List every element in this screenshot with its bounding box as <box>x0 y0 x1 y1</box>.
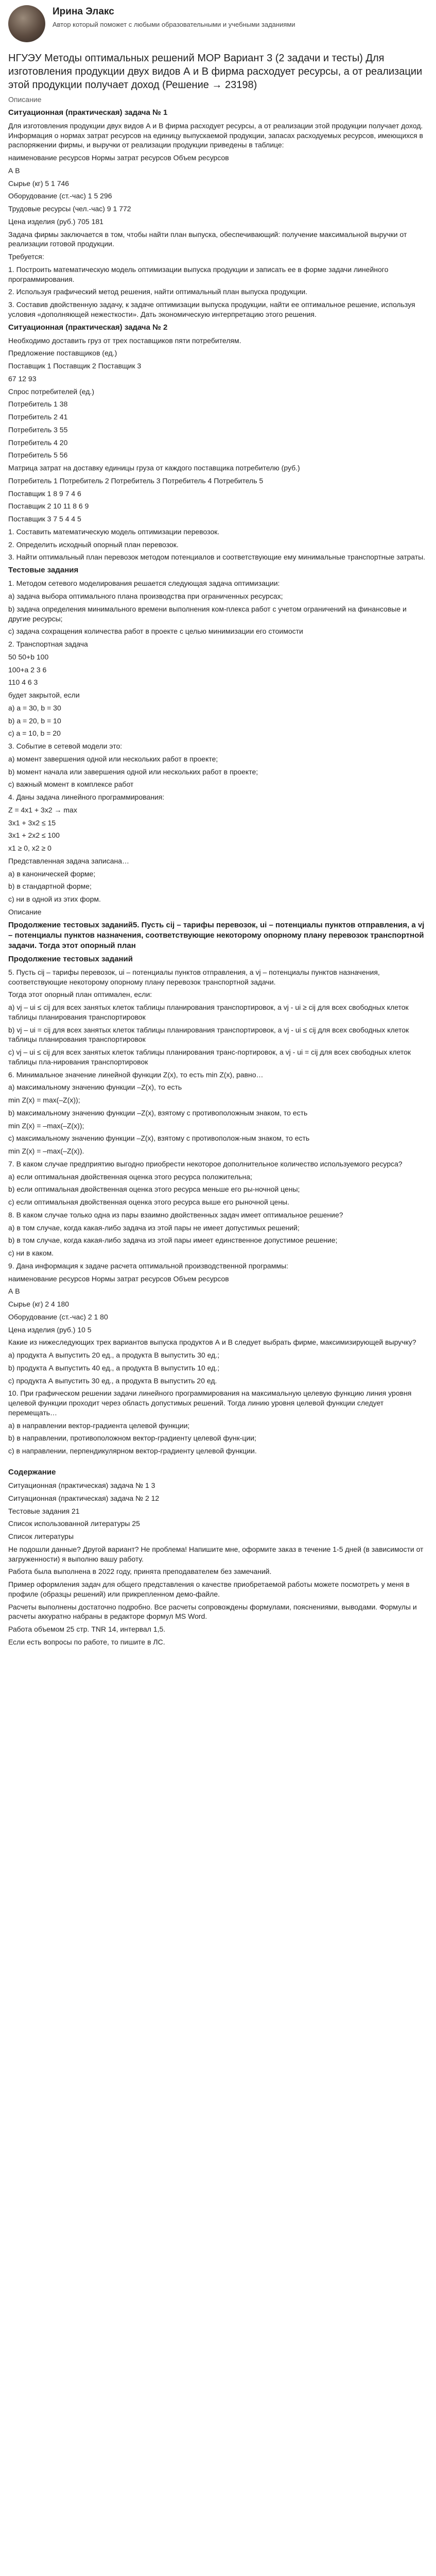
paragraph: 100+a 2 3 6 <box>8 665 47 674</box>
paragraph: 2. Используя графический метод решения, найти оптимальный план выпуска продукции. <box>8 287 308 296</box>
paragraph: Поставщик 2 10 11 8 6 9 <box>8 502 89 511</box>
paragraph: Потребитель 5 56 <box>8 451 68 460</box>
paragraph: Список литературы <box>8 1532 74 1540</box>
paragraph: Требуется: <box>8 252 44 261</box>
paragraph: min Z(x) = –max(–Z(x)); <box>8 1121 84 1130</box>
paragraph: Тестовые задания 21 <box>8 1506 80 1515</box>
paragraph: 5. Пусть cij – тарифы перевозок, ui – потенциалы пунктов отправления, a vj – потенциалы пунктов назначения, соответствующие некоторому опорному плану перевозок транспортной задачи. <box>8 968 380 986</box>
paragraph: Ситуационная (практическая) задача № 2 12 <box>8 1494 160 1502</box>
task1-heading: Ситуационная (практическая) задача № 1 <box>8 108 168 117</box>
paragraph: c) ни в одной из этих форм. <box>8 895 101 904</box>
paragraph: а) если оптимальная двойственная оценка этого ресурса положительна; <box>8 1172 252 1181</box>
tests-heading: Тестовые задания <box>8 566 79 575</box>
author-card[interactable] <box>8 5 428 42</box>
paragraph: c) продукта А выпустить 30 ед., а продукта В выпустить 20 ед. <box>8 1376 217 1385</box>
paragraph: Описание <box>8 907 42 916</box>
paragraph: b) vj – ui = cij для всех занятых клеток таблицы планирования транспортировок, a vj - ui ≤ cij для всех свободных клеток таблицы планирования транспортировок <box>8 1025 409 1044</box>
paragraph: c) ни в каком. <box>8 1249 54 1258</box>
paragraph: 10. При графическом решении задачи линейного программирования на максимальную целевую функцию линия уровня целевой функции проходит через область допустимых решений. Тогда линию уровня целевой функции следует перемещать… <box>8 1389 412 1417</box>
paragraph: наименование ресурсов Нормы затрат ресурсов Объем ресурсов <box>8 154 229 162</box>
author-description: Автор который поможет с любыми образовательными и учебными заданиями <box>53 21 295 29</box>
paragraph: Какие из нижеследующих трех вариантов выпуска продуктов А и В следует выбрать фирме, максимизирующей выручку? <box>8 1338 416 1347</box>
task2-heading: Ситуационная (практическая) задача № 2 <box>8 323 168 332</box>
paragraph: Предложение поставщиков (ед.) <box>8 349 117 358</box>
paragraph: b) продукта А выпустить 40 ед., а продукта В выпустить 10 ед.; <box>8 1363 220 1372</box>
paragraph: c) важный момент в комплексе работ <box>8 780 134 789</box>
paragraph: 3x1 + 3x2 ≤ 15 <box>8 818 56 827</box>
paragraph: 3x1 + 2x2 ≤ 100 <box>8 831 60 840</box>
paragraph: 67 12 93 <box>8 374 37 383</box>
paragraph: а) продукта А выпустить 20 ед., а продукта В выпустить 30 ед.; <box>8 1351 220 1360</box>
contents-section <box>8 1467 428 1647</box>
paragraph: Матрица затрат на доставку единицы груза от каждого поставщика потребителю (руб.) <box>8 464 300 472</box>
paragraph: c) в направлении, перпендикулярном вектор-градиенту целевой функции. <box>8 1447 257 1455</box>
paragraph: b) максимальному значению функции –Z(x), взятому с противоположным знаком, то есть <box>8 1108 308 1117</box>
paragraph: b) в направлении, противоположном вектор-градиенту целевой функ-ции; <box>8 1434 256 1443</box>
avatar[interactable] <box>8 5 45 42</box>
paragraph: c) максимальному значению функции –Z(x), взятому с противополож-ным знаком, то есть <box>8 1134 310 1143</box>
paragraph: Оборудование (ст.-час) 1 5 296 <box>8 192 112 200</box>
paragraph: а) в том случае, когда какая-либо задача из этой пары не имеет допустимых решений; <box>8 1223 300 1232</box>
paragraph: c) a = 10, b = 20 <box>8 729 61 738</box>
paragraph: Ситуационная (практическая) задача № 1 3 <box>8 1481 155 1489</box>
paragraph: Работа объемом 25 стр. TNR 14, интервал 1,5. <box>8 1625 166 1633</box>
paragraph: а) задача выбора оптимального плана производства при ограниченных ресурсах; <box>8 592 283 601</box>
paragraph: Цена изделия (руб.) 10 5 <box>8 1325 92 1334</box>
paragraph: 4. Даны задача линейного программирования: <box>8 793 165 802</box>
paragraph: Не подошли данные? Другой вариант? Не проблема! Напишите мне, оформите заказ в течение 1-5 дней (в зависимости от загруженности) я выполню вашу работу. <box>8 1545 424 1563</box>
paragraph: Оборудование (ст.-час) 2 1 80 <box>8 1312 108 1321</box>
contents-heading: Содержание <box>8 1467 56 1477</box>
paragraph: 6. Минимальное значение линейной функции Z(x), то есть min Z(x), равно… <box>8 1070 264 1079</box>
paragraph: будет закрытой, если <box>8 691 80 700</box>
page-title: НГУЭУ Методы оптимальных решений МОР Вариант 3 (2 задачи и тесты) Для изготовления продукции двух видов А и В фирма расходует ресурсы, а от реализации этой продукции получает доход (Решение → 23198) <box>8 53 423 91</box>
paragraph: Z = 4x1 + 3x2 → max <box>8 805 77 814</box>
paragraph: Поставщик 1 Поставщик 2 Поставщик 3 <box>8 362 142 370</box>
paragraph: 8. В каком случае только одна из пары взаимно двойственных задач имеет оптимальное решение? <box>8 1210 343 1219</box>
paragraph: Тогда этот опорный план оптимален, если: <box>8 990 152 999</box>
paragraph: 3. Событие в сетевой модели это: <box>8 742 123 751</box>
paragraph: c) если оптимальная двойственная оценка этого ресурса выше его рыночной цены. <box>8 1198 290 1207</box>
tests-continuation-title: Продолжение тестовых заданий5. Пусть cij – тарифы перевозок, ui – потенциалы пунктов отправления, a vj – потенциалы пунктов назначения, соответствующие некоторому опорному плану перевозок транспортной задачи. Тогда этот опорный план <box>8 920 425 950</box>
paragraph: Трудовые ресурсы (чел.-час) 9 1 772 <box>8 205 131 213</box>
paragraph: наименование ресурсов Нормы затрат ресурсов Объем ресурсов <box>8 1274 229 1283</box>
paragraph: 1. Построить математическую модель оптимизации выпуска продукции и записать ее в форме задачи линейного программирования. <box>8 265 389 283</box>
paragraph: Потребитель 1 38 <box>8 400 68 409</box>
paragraph: 3. Составив двойственную задачу, к задаче оптимизации выпуска продукции, найти ее оптимальное решение, используя условия «дополняющей нежесткости». Дать экономическую интерпретацию этого решения. <box>8 300 415 318</box>
paragraph: 1. Составить математическую модель оптимизации перевозок. <box>8 527 220 536</box>
paragraph: b) в том случае, когда какая-либо задача из этой пары имеет единственное допустимое решение; <box>8 1236 338 1245</box>
paragraph: b) если оптимальная двойственная оценка этого ресурса меньше его ры-ночной цены; <box>8 1185 300 1194</box>
paragraph: 50 50+b 100 <box>8 652 49 661</box>
author-name[interactable]: Ирина Элакс <box>53 6 114 17</box>
contents-body <box>8 1481 428 1647</box>
paragraph: 9. Дана информация к задаче расчета оптимальной производственной программы: <box>8 1261 288 1270</box>
paragraph: x1 ≥ 0, x2 ≥ 0 <box>8 844 51 853</box>
paragraph: 110 4 6 3 <box>8 678 38 687</box>
author-info <box>53 5 295 29</box>
tests-continued-body <box>8 968 428 1456</box>
paragraph: Задача фирмы заключается в том, чтобы найти план выпуска, обеспечивающий: получение максимальной выручки от реализации готовой продукции. <box>8 230 407 248</box>
paragraph: а) в направлении вектор-градиента целевой функции; <box>8 1421 190 1430</box>
task2-body <box>8 336 428 563</box>
paragraph: Пример оформления задач для общего представления о качестве приобретаемой работы можете посмотреть у меня в профиле (образцы решений) или прикрепленном демо-файле. <box>8 1580 410 1598</box>
paragraph: Цена изделия (руб.) 705 181 <box>8 217 103 226</box>
paragraph: Потребитель 3 55 <box>8 425 68 434</box>
tests-body <box>8 579 428 917</box>
paragraph: c) задача сохращения количества работ в проекте с целью минимизации его стоимости <box>8 627 303 636</box>
paragraph: А В <box>8 1287 20 1296</box>
description-label: Описание <box>8 95 42 104</box>
tests-continued-section <box>8 954 428 1456</box>
paragraph: Для изготовления продукции двух видов А и В фирма расходует ресурсы, а от реализации этой продукции получает доход. Информация о нормах затрат ресурсов на единицу выпускаемой продукции, запасах расходуемых ресурсов, имеющихся в распоряжении фирмы, и выручки от реализации продукции приведены в таблице: <box>8 121 423 149</box>
paragraph: Представленная задача записана… <box>8 856 130 865</box>
paragraph: 3. Найти оптимальный план перевозок методом потенциалов и соответствующие ему минимальные транспортные затраты. <box>8 553 426 562</box>
paragraph: Необходимо доставить груз от трех поставщиков пяти потребителям. <box>8 336 241 345</box>
paragraph: b) a = 20, b = 10 <box>8 716 61 725</box>
paragraph: Поставщик 1 8 9 7 4 6 <box>8 489 81 498</box>
task1-section <box>8 108 428 319</box>
paragraph: Расчеты выполнены достаточно подробно. Все расчеты сопровождены формулами, пояснениями, выводами. Формулы и расчеты аккуратно набраны в редакторе формул MS Word. <box>8 1602 417 1621</box>
paragraph: min Z(x) = max(–Z(x)); <box>8 1096 80 1105</box>
paragraph: а) a = 30, b = 30 <box>8 703 61 712</box>
paragraph: Сырье (кг) 5 1 746 <box>8 179 69 188</box>
tests-section <box>8 565 428 917</box>
paragraph: 1. Методом сетевого моделирования решается следующая задача оптимизации: <box>8 579 280 588</box>
task2-section <box>8 323 428 563</box>
paragraph: min Z(x) = –max(–Z(x)). <box>8 1147 84 1156</box>
tests-continued-heading: Продолжение тестовых заданий <box>8 954 133 963</box>
paragraph: Спрос потребителей (ед.) <box>8 387 94 396</box>
paragraph: а) максимальному значению функции –Z(x), то есть <box>8 1083 182 1092</box>
paragraph: b) задача определения минимального времени выполнения ком-плекса работ с учетом ограничений на финансовые и другие ресурсы; <box>8 604 407 623</box>
paragraph: 2. Транспортная задача <box>8 640 88 649</box>
paragraph: а) момент завершения одной или нескольких работ в проекте; <box>8 754 218 763</box>
paragraph: Сырье (кг) 2 4 180 <box>8 1300 69 1309</box>
paragraph: а) в каноническей форме; <box>8 869 96 878</box>
paragraph: а) vj – ui ≤ cij для всех занятых клеток таблицы планирования транспортировок, a vj - ui ≥ cij для всех свободных клеток таблицы планирования транспортировок <box>8 1003 409 1021</box>
paragraph: Потребитель 4 20 <box>8 438 68 447</box>
paragraph: Потребитель 2 41 <box>8 413 68 421</box>
paragraph: А В <box>8 166 20 175</box>
paragraph: b) момент начала или завершения одной или нескольких работ в проекте; <box>8 767 258 776</box>
paragraph: Работа была выполнена в 2022 году, принята преподавателем без замечаний. <box>8 1567 272 1576</box>
paragraph: Если есть вопросы по работе, то пишите в ЛС. <box>8 1637 165 1646</box>
paragraph: Список использованной литературы 25 <box>8 1519 140 1528</box>
paragraph: 7. В каком случае предприятию выгодно приобрести некоторое дополнительное количество используемого ресурса? <box>8 1159 403 1168</box>
paragraph: c) vj – ui ≤ cij для всех занятых клеток таблицы планирования транс-портировок, a vj - ui = cij для всех свободных клеток таблицы пла-нирования транспортировок <box>8 1048 411 1066</box>
paragraph: Потребитель 1 Потребитель 2 Потребитель 3 Потребитель 4 Потребитель 5 <box>8 476 264 485</box>
paragraph: b) в стандартной форме; <box>8 882 92 891</box>
paragraph: Поставщик 3 7 5 4 4 5 <box>8 515 81 523</box>
task1-body <box>8 121 428 319</box>
paragraph: 2. Определить исходный опорный план перевозок. <box>8 540 179 549</box>
